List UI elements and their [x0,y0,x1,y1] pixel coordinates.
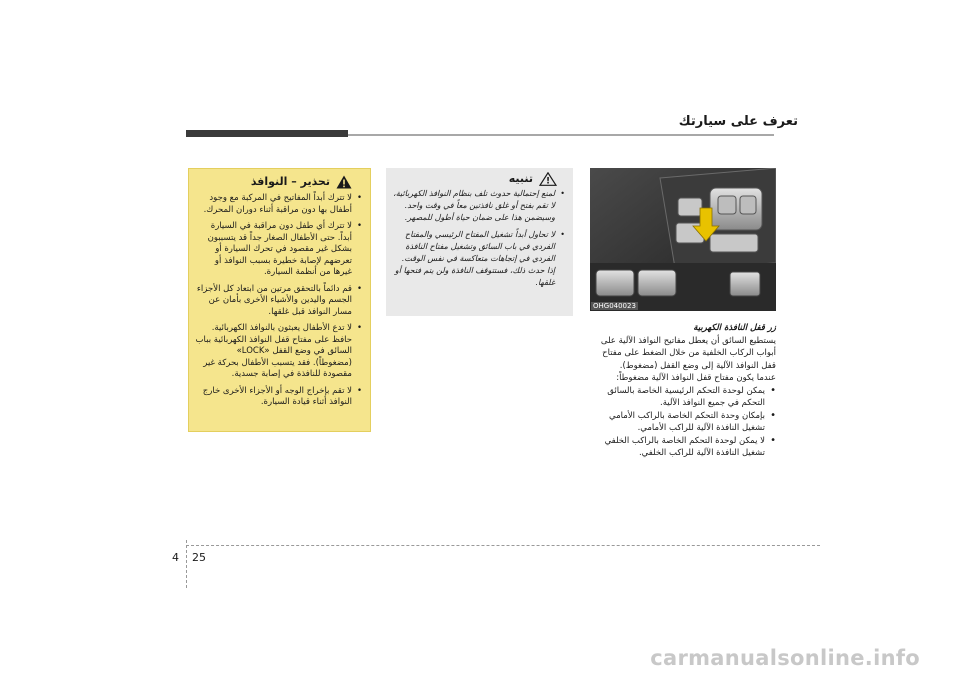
header-bar [186,130,348,137]
caution-item: • لا تحاول أبداً تشغيل المفتاح الرئيسي والمفتاح الفردي في باب السائق وتشغيل مفتاح النافذة الفردي في إتجاهات متعاكسة في نفس الوقت. إذا حدث ذلك، فستتوقف النافذة ولن يتم فتحها أو غلقها. [392,229,565,289]
watermark-text: carmanualsonline.info [650,646,920,670]
photo-code: OHG040023 [593,302,636,310]
body-list [588,385,776,460]
warning-item: • لا تدع الأطفال يعبثون بالنوافذ الكهربائية. حافظ على مفتاح قفل النوافذ الكهربائية بباب السائق في وضع القفل «LOCK» (مضغوطاً). فقد يتسبب الأطفال بحركة غير مقصودة للنافذة في إصابة جسدية. [195,323,362,381]
body-list-item: • بإمكان وحدة التحكم الخاصة بالراكب الأمامي تشغيل النافذة الآلية للراكب الأمامي. [588,410,776,435]
window-switch-photo [590,168,776,311]
warning-triangle-icon [336,175,352,189]
warning-item: • قم دائماً بالتحقق مرتين من ابتعاد كل الأجزاء الجسم واليدين والأشياء الأخرى بأمان عن مسار النوافذ قبل غلقها. [195,284,362,319]
warning-heading [195,175,352,189]
section-subheading: زر قفل النافذة الكهربية [693,323,776,333]
warning-item: • لا تترك أي طفل دون مراقبة في السيارة أبداً. حتى الأطفال الصغار جداً قد يتسببون بشكل غير مقصود في تحرك السيارة أو تعرضهم لإصابة خطيرة بسبب النوافذ أو غيرها من أنظمة السيارة. [195,221,362,279]
body-paragraph: يستطيع السائق أن يعطل مفاتيح النوافذ الآلية على أبواب الركاب الخلفية من خلال الضغط على مفتاح قفل النوافذ الآلية إلى وضع القفل (مضغوط). [600,335,776,371]
chapter-number: 4 [172,551,179,564]
footer-rule [186,545,820,546]
footer-divider [186,540,187,588]
caution-triangle-icon [539,172,557,186]
body-list-item: • لا يمكن لوحدة التحكم الخاصة بالراكب الخلفي تشغيل النافذة الآلية للراكب الخلفي. [588,435,776,460]
warning-item: • لا تقم بإخراج الوجه أو الأجزاء الأخرى خارج النوافذ أثناء قيادة السيارة. [195,386,362,409]
body-lead: عندما يكون مفتاح قفل النوافذ الآلية مضغوطاً: [616,373,776,383]
caution-item: • لمنع إحتمالية حدوث تلف بنظام النوافذ الكهربائية، لا تقم بفتح أو غلق نافذتين معاً في وقت واحد. وسيضمن هذا على ضمان حياة أطول للمصهر. [392,188,565,224]
warning-item: • لا تترك أبداً المفاتيح في المركبة مع وجود أطفال بها دون مراقبة أثناء دوران المحرك. [195,193,362,216]
page-header-title: تعرف على سيارتك [678,114,798,129]
warning-title: تحذير – النوافذ [250,175,330,189]
page-number: 25 [192,551,206,564]
body-list-item: • يمكن لوحدة التحكم الرئيسية الخاصة بالسائق التحكم في جميع النوافذ الآلية. [588,385,776,410]
caution-title: تنبيه [508,172,533,185]
warning-box [188,168,371,432]
door-panel-illustration [590,168,776,311]
warning-list [195,193,362,409]
caution-list [392,188,565,289]
svg-text:!: ! [545,176,551,186]
header-rule [348,134,774,136]
caution-heading [392,172,557,186]
caution-box [386,168,573,316]
body-section [588,322,776,460]
